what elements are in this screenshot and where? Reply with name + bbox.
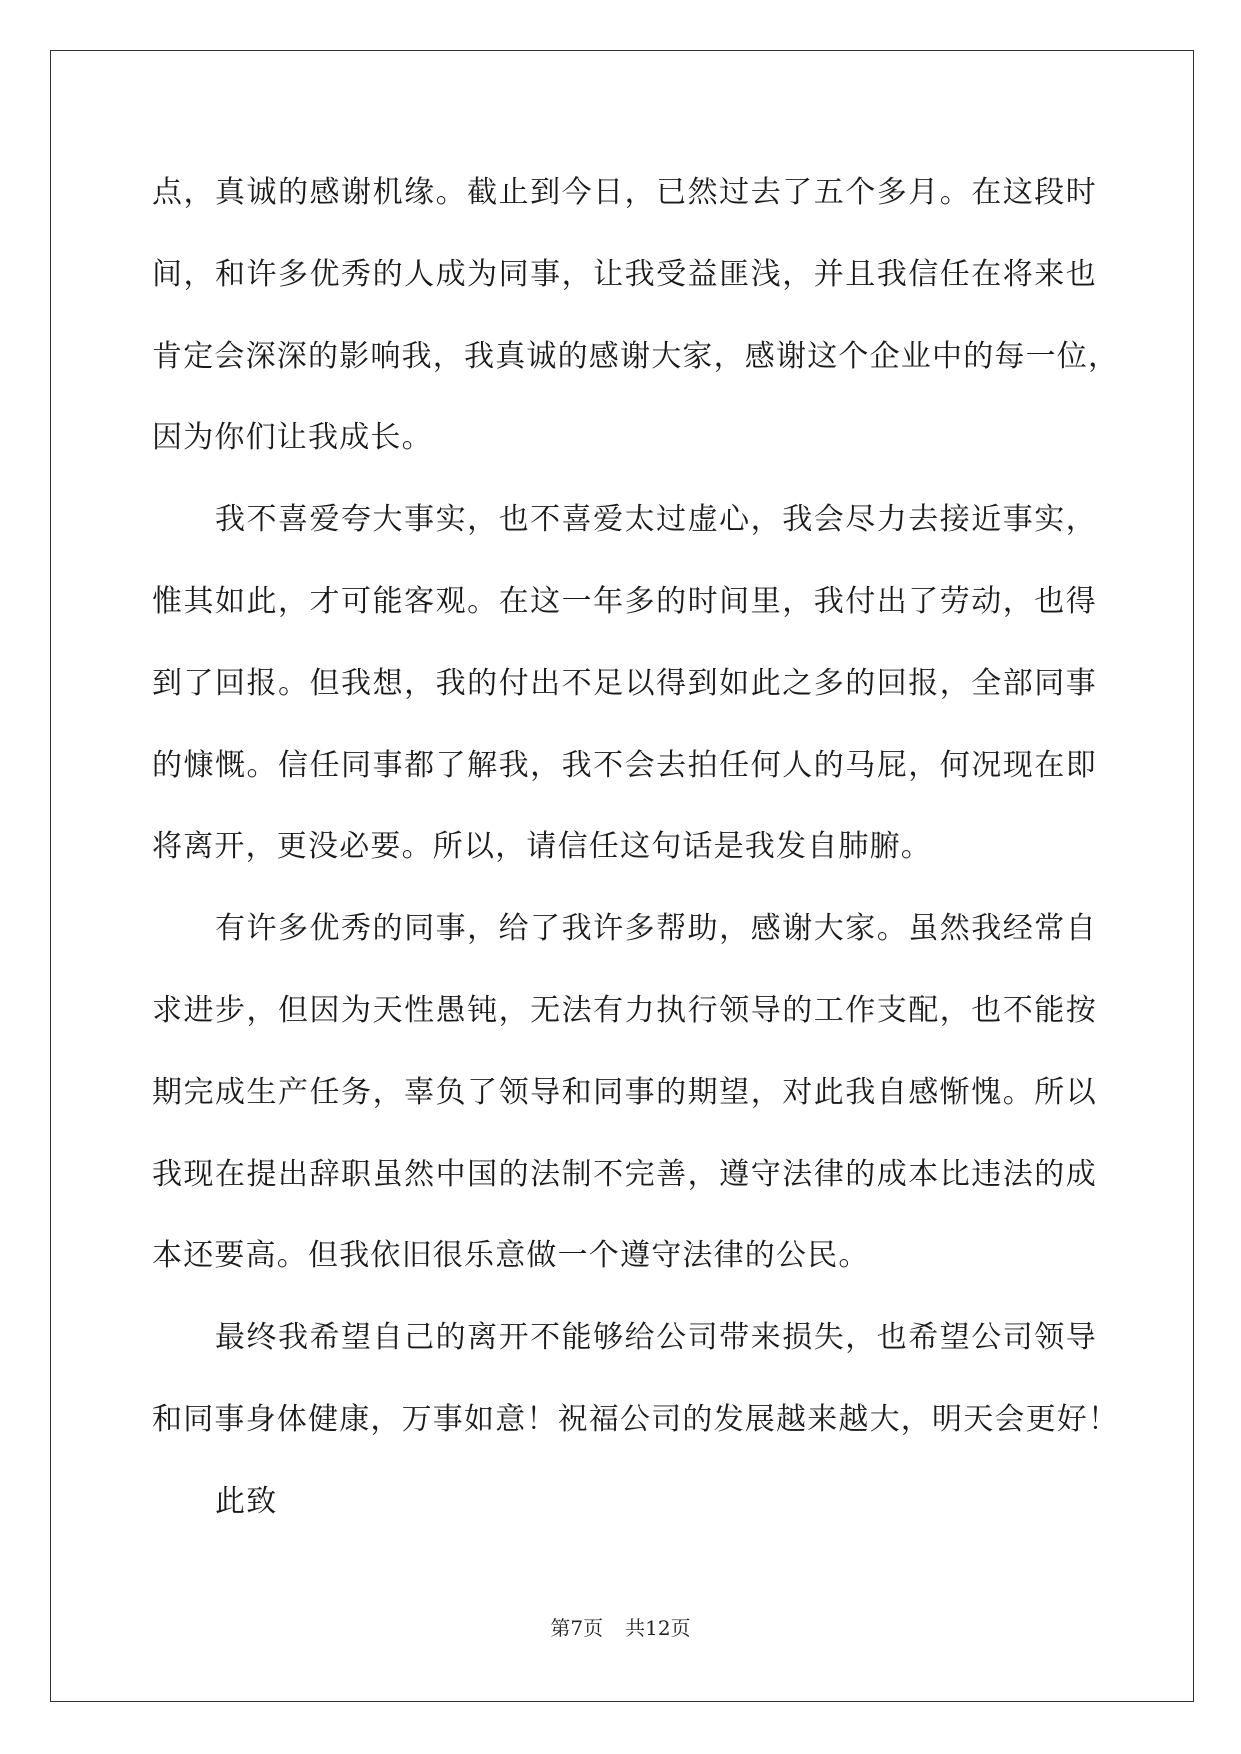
text-line: 间，和许多优秀的人成为同事，让我受益匪浅，并且我信任在将来也 bbox=[152, 256, 1097, 292]
paragraph-first-line: 最终我希望自己的离开不能够给公司带来损失，也希望公司领导 bbox=[215, 1320, 1097, 1356]
text-line: 和同事身体健康，万事如意！祝福公司的发展越来越大，明天会更好！ bbox=[152, 1401, 1120, 1437]
page-footer bbox=[0, 1612, 1241, 1641]
paragraph-first-line: 有许多优秀的同事，给了我许多帮助，感谢大家。虽然我经常自 bbox=[215, 911, 1097, 947]
document-body bbox=[152, 152, 1120, 1543]
closing-salutation: 此致 bbox=[215, 1483, 278, 1519]
page-number: 第7页 bbox=[550, 1616, 604, 1640]
text-line: 期完成生产任务，辜负了领导和同事的期望，对此我自感惭愧。所以 bbox=[152, 1074, 1097, 1110]
text-line: 因为你们让我成长。 bbox=[152, 420, 433, 456]
text-line: 肯定会深深的影响我，我真诚的感谢大家，感谢这个企业中的每一位， bbox=[152, 338, 1120, 374]
text-line: 点，真诚的感谢机缘。截止到今日，已然过去了五个多月。在这段时 bbox=[152, 175, 1097, 210]
page-total: 共12页 bbox=[625, 1616, 691, 1640]
text-line: 将离开，更没必要。所以，请信任这句话是我发自肺腑。 bbox=[152, 829, 932, 865]
text-line: 到了回报。但我想，我的付出不足以得到如此之多的回报，全部同事 bbox=[152, 665, 1097, 701]
text-line: 惟其如此，才可能客观。在这一年多的时间里，我付出了劳动，也得 bbox=[152, 583, 1097, 619]
text-line: 本还要高。但我依旧很乐意做一个遵守法律的公民。 bbox=[152, 1238, 870, 1274]
paragraph-first-line: 我不喜爱夸大事实，也不喜爱太过虚心，我会尽力去接近事实， bbox=[215, 502, 1097, 538]
text-line: 我现在提出辞职虽然中国的法制不完善，遵守法律的成本比违法的成 bbox=[152, 1156, 1097, 1192]
text-line: 求进步，但因为天性愚钝，无法有力执行领导的工作支配，也不能按 bbox=[152, 992, 1097, 1028]
text-line: 的慷慨。信任同事都了解我，我不会去拍任何人的马屁，何况现在即 bbox=[152, 747, 1097, 783]
